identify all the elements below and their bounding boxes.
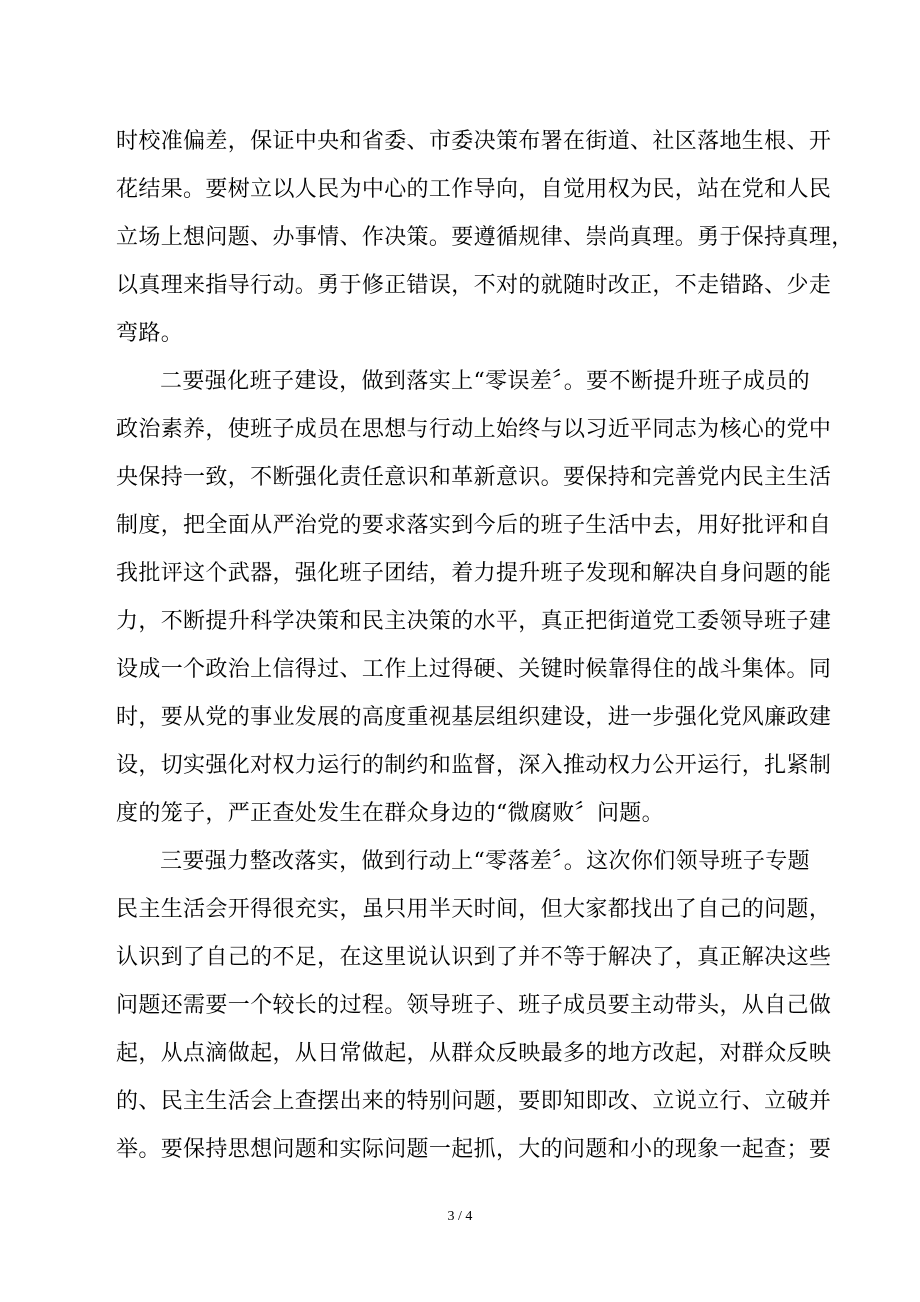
text-line: 设成一个政治上信得过、工作上过得硬、关键时候靠得住的战斗集体。同 [116, 657, 832, 682]
text-line: 力，不断提升科学决策和民主决策的水平，真正把街道党工委领导班子建 [116, 609, 832, 634]
text-line: 起，从点滴做起，从日常做起，从群众反映最多的地方改起，对群众反映 [116, 1041, 832, 1066]
text-line: 以真理来指导行动。勇于修正错误，不对的就随时改正，不走错路、少走 [116, 273, 832, 298]
text-line: 问题还需要一个较长的过程。领导班子、班子成员要主动带头，从自己做 [116, 993, 832, 1018]
text-line: 制度，把全面从严治党的要求落实到今后的班子生活中去，用好批评和自 [116, 513, 832, 538]
text-line: 时校准偏差，保证中央和省委、市委决策布署在街道、社区落地生根、开 [116, 129, 832, 154]
paragraph-3 [116, 838, 832, 1174]
text-line: 央保持一致，不断强化责任意识和革新意识。要保持和完善党内民主生活 [116, 465, 832, 490]
text-line: 三要强力整改落实，做到行动上“零落差〞。这次你们领导班子专题 [160, 849, 810, 874]
document-body [116, 118, 854, 1174]
text-line: 的、民主生活会上查摆出来的特别问题，要即知即改、立说立行、立破并 [116, 1089, 832, 1114]
text-line: 立场上想问题、办事情、作决策。要遵循规律、崇尚真理。勇于保持真理， [116, 225, 854, 250]
text-line: 二要强化班子建设，做到落实上“零误差〞。要不断提升班子成员的 [160, 369, 810, 394]
text-line: 我批评这个武器，强化班子团结，着力提升班子发现和解决自身问题的能 [116, 561, 832, 586]
text-line: 设，切实强化对权力运行的制约和监督，深入推动权力公开运行，扎紧制 [116, 753, 832, 778]
text-line: 政治素养，使班子成员在思想与行动上始终与以习近平同志为核心的党中 [116, 417, 832, 442]
paragraph-1 [116, 118, 854, 358]
text-line: 认识到了自己的不足，在这里说认识到了并不等于解决了，真正解决这些 [116, 945, 832, 970]
page-number: 3 / 4 [447, 1209, 473, 1224]
text-line: 举。要保持思想问题和实际问题一起抓，大的问题和小的现象一起查；要 [116, 1137, 832, 1162]
text-line: 弯路。 [116, 321, 184, 346]
text-line: 时，要从党的事业发展的高度重视基层组织建设，进一步强化党风廉政建 [116, 705, 832, 730]
text-line: 花结果。要树立以人民为中心的工作导向，自觉用权为民，站在党和人民 [116, 177, 832, 202]
text-line: 度的笼子，严正查处发生在群众身边的“微腐败〞问题。 [116, 801, 664, 826]
paragraph-2 [116, 358, 832, 838]
text-line: 民主生活会开得很充实，虽只用半天时间，但大家都找出了自己的问题， [116, 897, 832, 922]
